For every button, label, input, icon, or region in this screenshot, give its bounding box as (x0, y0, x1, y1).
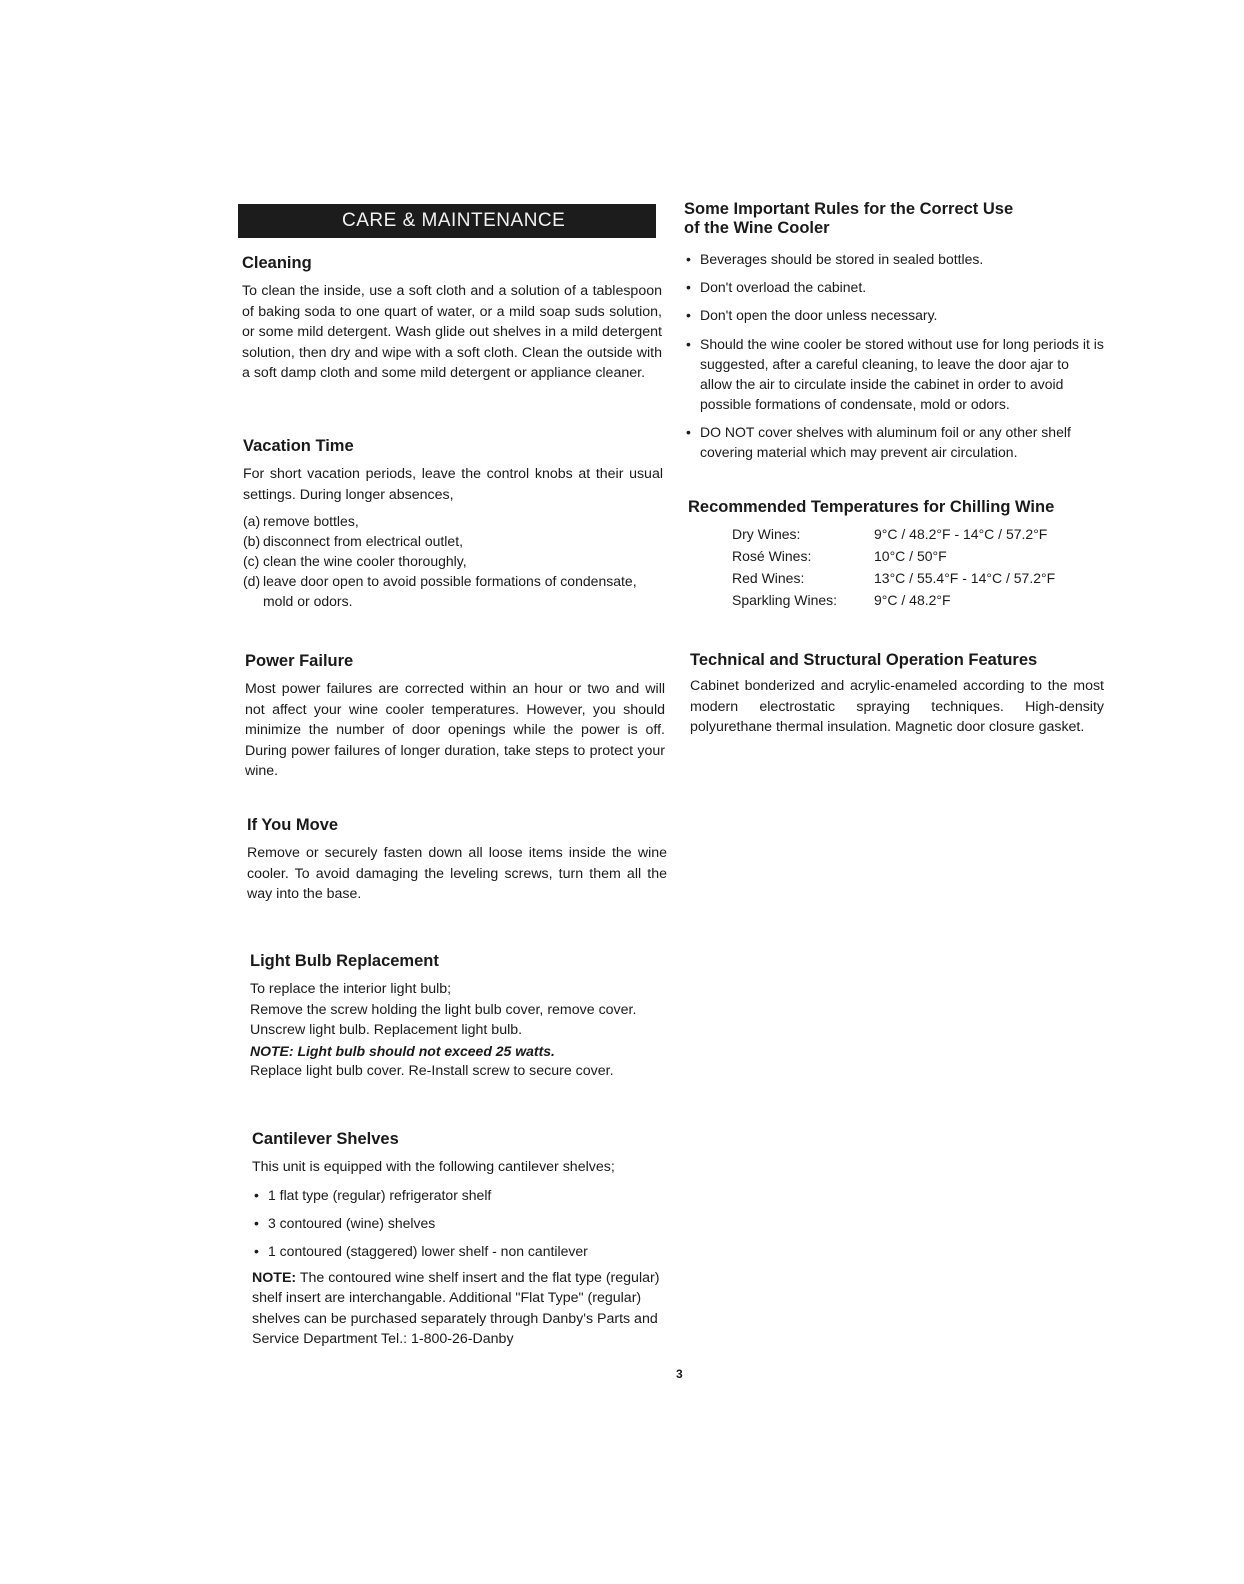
cleaning-text: To clean the inside, use a soft cloth and a solution of a tablespoon of baking soda to one quart of water, or a mild soap suds solution, or some mild detergent. Wash glide out shelves in a mild detergent solution, then dry and wipe with a soft cloth. Clean the outside with a soft damp cloth and some mild detergent or appliance cleaner. (242, 283, 662, 381)
rules-heading-line2: of the Wine Cooler (684, 219, 830, 237)
shelves-list (252, 1186, 672, 1261)
cleaning-heading: Cleaning (242, 254, 312, 272)
shelves-section (252, 1130, 672, 1350)
list-item: (d) leave door open to avoid possible formations of condensate, mold or odors. (243, 573, 637, 609)
temperatures-section (688, 498, 1108, 611)
power-heading: Power Failure (245, 652, 354, 670)
shelves-intro: This unit is equipped with the following cantilever shelves; (252, 1159, 615, 1175)
vacation-heading: Vacation Time (243, 437, 354, 455)
vacation-list (243, 511, 663, 611)
move-heading: If You Move (247, 816, 339, 834)
list-item: (a) remove bottles, (243, 513, 359, 529)
bulb-section (250, 952, 670, 1081)
bulb-line: Replace light bulb cover. Re-Install screw to secure cover. (250, 1062, 614, 1079)
technical-heading: Technical and Structural Operation Features (690, 651, 1038, 669)
list-item: • 1 contoured (staggered) lower shelf - non cantilever (252, 1242, 672, 1261)
rules-heading: Some Important Rules for the Correct Use (684, 200, 1014, 218)
shelves-note: NOTE: The contoured wine shelf insert and the flat type (regular) shelf insert are interchangable. Additional "Flat Type" (regular) shelves can be purchased separately through Danby's Parts and Service Department Tel.: 1-800-26-Danby (252, 1269, 660, 1347)
table-row: Red Wines: 13°C / 55.4°F - 14°C / 57.2°F (732, 570, 1056, 586)
bulb-note: NOTE: Light bulb should not exceed 25 watts. (250, 1042, 555, 1059)
vacation-text: For short vacation periods, leave the control knobs at their usual settings. During longer absences, (243, 466, 663, 503)
list-item: (b) disconnect from electrical outlet, (243, 533, 463, 549)
page-number: 3 (676, 1367, 683, 1381)
list-item: • DO NOT cover shelves with aluminum foil or any other shelf covering material which may prevent air circulation. (684, 422, 1104, 462)
move-text: Remove or securely fasten down all loose items inside the wine cooler. To avoid damaging the leveling screws, turn them all the way into the base. (247, 845, 667, 902)
bulb-line: To replace the interior light bulb; (250, 981, 452, 997)
table-row: Sparkling Wines: 9°C / 48.2°F (732, 592, 951, 608)
bulb-heading: Light Bulb Replacement (250, 952, 439, 970)
list-item: (c) clean the wine cooler thoroughly, (243, 553, 467, 569)
list-item: • 3 contoured (wine) shelves (252, 1214, 672, 1233)
vacation-section (243, 437, 663, 611)
bulb-line: Unscrew light bulb. Replacement light bulb. (250, 1022, 523, 1038)
technical-section (690, 651, 1104, 738)
shelves-heading: Cantilever Shelves (252, 1130, 399, 1148)
list-item: • 1 flat type (regular) refrigerator shelf (252, 1186, 672, 1205)
temperatures-heading: Recommended Temperatures for Chilling Wine (688, 498, 1055, 516)
power-section (245, 652, 665, 782)
table-row: Dry Wines: 9°C / 48.2°F - 14°C / 57.2°F (732, 526, 1048, 542)
list-item: • Don't overload the cabinet. (684, 278, 1104, 297)
table-row: Rosé Wines: 10°C / 50°F (732, 548, 947, 564)
rules-list (684, 250, 1104, 462)
list-item: • Should the wine cooler be stored without use for long periods it is suggested, after a careful cleaning, to leave the door ajar to allow the air to circulate inside the cabinet in order to avoid possible formations of condensate, mold or odors. (684, 334, 1104, 414)
technical-text: Cabinet bonderized and acrylic-enameled according to the most modern electrostatic spraying techniques. High-density polyurethane thermal insulation. Magnetic door closure gasket. (690, 678, 1104, 735)
cleaning-section (242, 254, 662, 384)
bulb-line: Remove the screw holding the light bulb cover, remove cover. (250, 1001, 637, 1018)
list-item: • Beverages should be stored in sealed bottles. (684, 250, 1104, 269)
list-item: • Don't open the door unless necessary. (684, 306, 1104, 325)
temperatures-table (732, 523, 1055, 611)
rules-section (684, 200, 1104, 471)
power-text: Most power failures are corrected within an hour or two and will not affect your wine cooler temperatures. However, you should minimize the number of door openings while the power is off. During power failures of longer duration, take steps to protect your wine. (245, 681, 665, 779)
section-banner: CARE & MAINTENANCE (238, 204, 656, 238)
move-section (247, 816, 667, 905)
